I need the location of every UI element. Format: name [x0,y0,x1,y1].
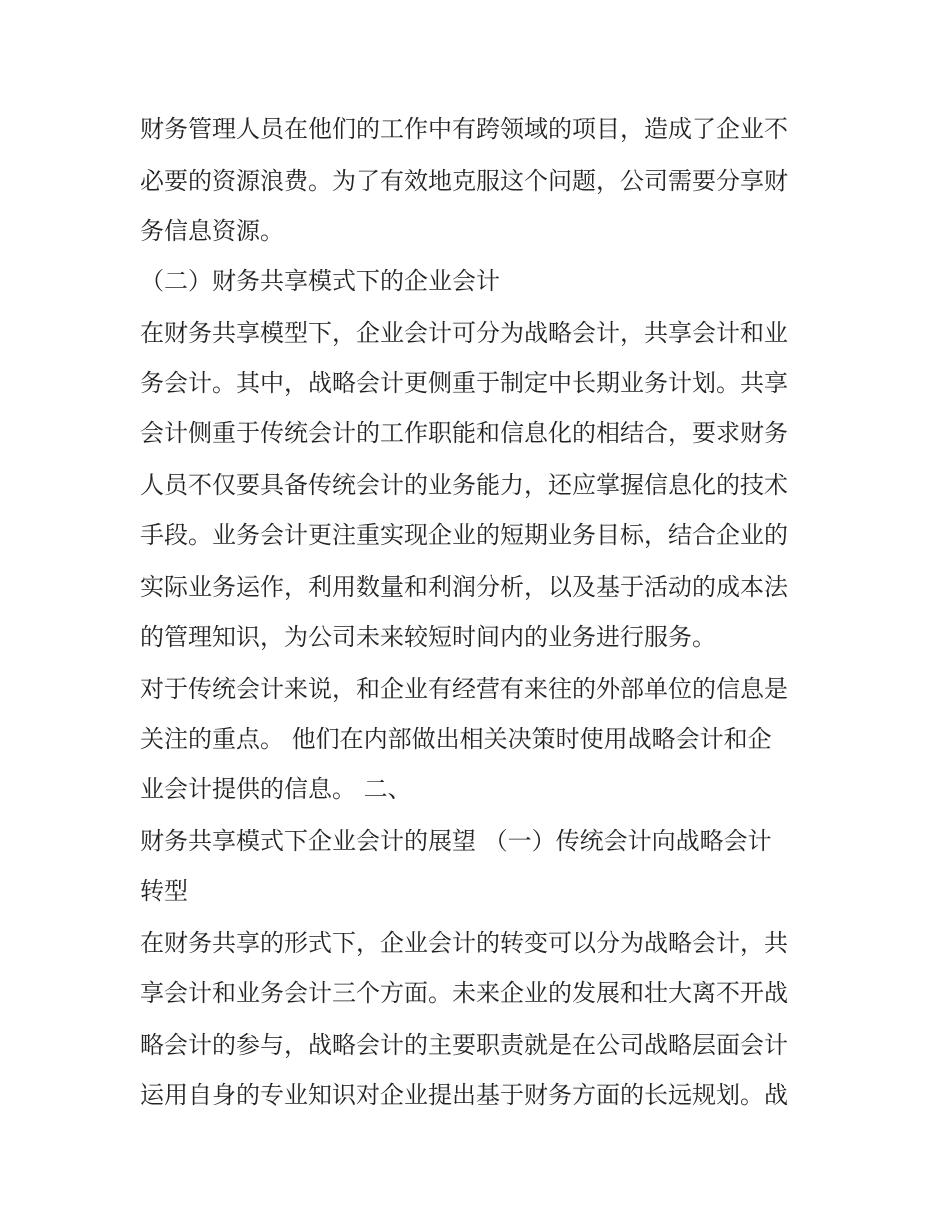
text-line: 在财务共享模型下，企业会计可分为战略会计，共享会计和业 [140,319,788,347]
text-line: 略会计的参与，战略会计的主要职责就是在公司战略层面会计 [140,1031,788,1059]
section-heading: （二）财务共享模式下的企业会计 [140,267,500,295]
text-line: 享会计和业务会计三个方面。未来企业的发展和壮大离不开战 [140,979,788,1007]
text-line: 对于传统会计来说，和企业有经营有来往的外部单位的信息是 [140,675,788,703]
text-line: 的管理知识，为公司未来较短时间内的业务进行服务。 [140,623,716,651]
text-line: 实际业务运作，利用数量和利润分析，以及基于活动的成本法 [140,573,788,601]
text-line: 关注的重点。 他们在内部做出相关决策时使用战略会计和企 [140,725,772,753]
text-line: 手段。业务会计更注重实现企业的短期业务目标，结合企业的 [140,521,788,549]
text-line: 务会计。其中，战略会计更侧重于制定中长期业务计划。共享 [140,369,788,397]
text-line: 财务管理人员在他们的工作中有跨领域的项目，造成了企业不 [140,115,788,143]
text-line: 人员不仅要具备传统会计的业务能力，还应掌握信息化的技术 [140,471,788,499]
text-line: 会计侧重于传统会计的工作职能和信息化的相结合，要求财务 [140,419,788,447]
text-line: 运用自身的专业知识对企业提出基于财务方面的长远规划。战 [140,1081,788,1109]
text-line: 务信息资源。 [140,217,284,245]
text-line: 业会计提供的信息。 二、 [140,775,412,803]
section-heading: 财务共享模式下企业会计的展望 （一）传统会计向战略会计 [140,827,772,855]
section-heading-continued: 转型 [140,877,188,905]
text-line: 必要的资源浪费。为了有效地克服这个问题，公司需要分享财 [140,167,788,195]
text-line: 在财务共享的形式下，企业会计的转变可以分为战略会计，共 [140,929,788,957]
